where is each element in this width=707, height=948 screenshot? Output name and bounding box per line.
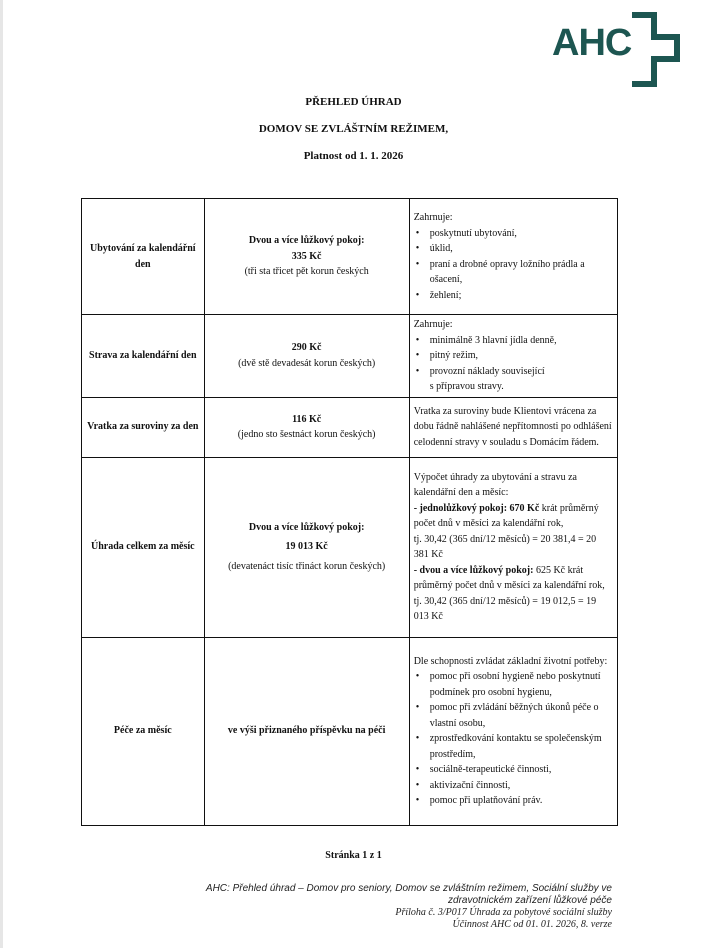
list-item: • poskytnutí ubytování, xyxy=(414,226,613,242)
row-details xyxy=(409,637,617,825)
table-row-monthly-total xyxy=(82,457,618,637)
double-room-text: 625 Kč krát průměrný počet dnů v měsíci za kalendářní rok, xyxy=(413,564,605,591)
row-label: Úhrada celkem za měsíc xyxy=(82,457,205,637)
list-item: • úklid, xyxy=(414,241,613,257)
row-price xyxy=(204,397,409,457)
single-room-result: tj. 30,42 (365 dní/12 měsíců) = 20 381,4 = 20 381 Kč xyxy=(413,533,597,560)
price-value: 335 Kč xyxy=(291,250,322,262)
title-line-2: DOMOV SE ZVLÁŠTNÍM REŽIMEM, xyxy=(258,123,449,135)
double-room-label: - dvou a více lůžkový pokoj: xyxy=(413,564,534,576)
price-words: (dvě stě devadesát korun českých) xyxy=(238,357,376,369)
list-item: • minimálně 3 hlavní jídla denně, xyxy=(414,333,613,349)
row-price xyxy=(204,457,409,637)
calc-title: Výpočet úhrady za ubytování a stravu za kalendářní den a měsíc: xyxy=(413,471,577,498)
single-room-label: - jednolůžkový pokoj: 670 Kč xyxy=(413,502,540,514)
row-label: Vratka za suroviny za den xyxy=(82,397,205,457)
includes-title: Zahrnuje: xyxy=(413,319,453,330)
logo-text: AHC xyxy=(552,22,632,64)
list-item: • sociálně-terapeutické činnosti, xyxy=(414,762,613,778)
includes-list xyxy=(414,333,613,380)
care-list xyxy=(414,669,613,809)
list-item: • provozní náklady související xyxy=(414,364,613,380)
table-row-refund xyxy=(82,397,618,457)
includes-title: Zahrnuje: xyxy=(413,212,453,223)
price-value: ve výši přiznaného příspěvku na péči xyxy=(227,725,386,737)
price-value: 290 Kč xyxy=(291,342,322,354)
ahc-logo xyxy=(546,12,682,88)
includes-list xyxy=(414,226,613,304)
document-footer xyxy=(152,883,612,931)
footer-line-4: Účinnost AHC od 01. 01. 2026, 8. verze xyxy=(452,919,612,930)
row-label: Strava za kalendářní den xyxy=(82,315,205,398)
document-header xyxy=(0,95,707,176)
row-price xyxy=(204,315,409,398)
title-line-3: Platnost od 1. 1. 2026 xyxy=(303,150,404,162)
row-price xyxy=(204,637,409,825)
list-item: • pomoc při osobní hygieně nebo poskytnutí podmínek pro osobní hygienu, xyxy=(414,669,613,700)
price-value: 19 013 Kč xyxy=(285,541,328,553)
double-room-calc xyxy=(414,563,613,594)
list-item: • zprostředkování kontaktu se společenským prostředím, xyxy=(414,731,613,762)
table-row-meals xyxy=(82,315,618,398)
row-details xyxy=(409,397,617,457)
footer-line-3: Příloha č. 3/P017 Úhrada za pobytové sociální služby xyxy=(395,907,612,918)
list-item: • pitný režim, xyxy=(414,348,613,364)
care-title: Dle schopnosti zvládat základní životní potřeby: xyxy=(413,655,608,667)
table-row-care xyxy=(82,637,618,825)
list-item: • praní a drobné opravy ložního prádla a ošacení, xyxy=(414,257,613,288)
price-intro: Dvou a více lůžkový pokoj: xyxy=(248,235,365,247)
list-item: • aktivizační činnosti, xyxy=(414,778,613,794)
price-value: 116 Kč xyxy=(292,413,322,425)
price-intro: Dvou a více lůžkový pokoj: xyxy=(248,521,365,533)
footer-line-2: zdravotnickém zařízení lůžkové péče xyxy=(448,895,612,906)
fees-table xyxy=(81,198,618,826)
table-row-accommodation xyxy=(82,199,618,315)
row-details xyxy=(409,315,617,398)
single-room-text: krát průměrný počet dnů v měsíci za kalendářní rok, xyxy=(413,502,599,529)
list-item: • žehlení; xyxy=(414,288,613,304)
includes-tail: s přípravou stravy. xyxy=(429,381,504,392)
list-item: • pomoc při uplatňování práv. xyxy=(414,793,613,809)
price-words: (jedno sto šestnáct korun českých) xyxy=(237,429,376,440)
price-words: (devatenáct tisíc třináct korun českých) xyxy=(228,560,386,572)
row-label: Ubytování za kalendářní den xyxy=(82,199,205,315)
title-line-1: PŘEHLED ÚHRAD xyxy=(305,96,402,108)
refund-text: Vratka za suroviny bude Klientovi vrácena za dobu řádně nahlášené nepřítomnosti po odhlášení celodenní stravy v souladu s Domácím řádem. xyxy=(413,405,612,448)
double-room-result: tj. 30,42 (365 dní/12 měsíců) = 19 012,5 = 19 013 Kč xyxy=(413,595,597,622)
list-item: • pomoc při zvládání běžných úkonů péče o vlastní osobu, xyxy=(414,700,613,731)
single-room-calc xyxy=(414,501,613,532)
row-label: Péče za měsíc xyxy=(82,637,205,825)
row-details xyxy=(409,199,617,315)
row-details xyxy=(409,457,617,637)
footer-line-1: AHC: Přehled úhrad – Domov pro seniory, Domov se zvláštním režimem, Sociální služby ve xyxy=(205,883,612,894)
page-number: Stránka 1 z 1 xyxy=(325,850,382,861)
price-words: (tři sta třicet pět korun českých xyxy=(244,266,369,278)
row-price xyxy=(204,199,409,315)
